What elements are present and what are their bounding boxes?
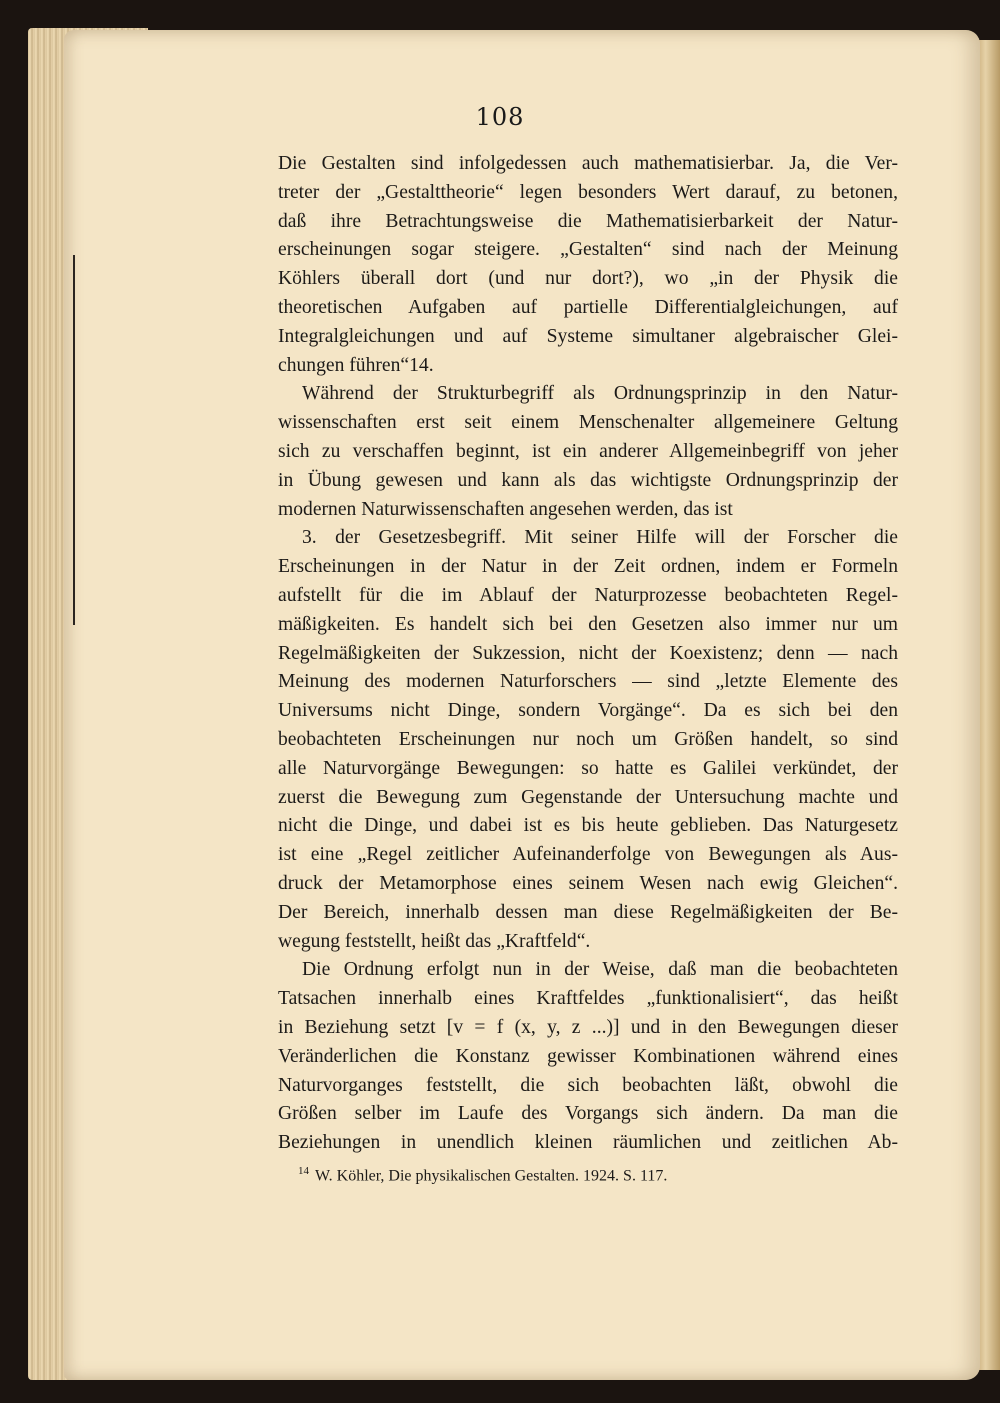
bookmark-ribbon [73,255,75,625]
page-number: 108 [475,103,525,131]
text-line: Der Bereich, innerhalb dessen man diese Regelmäßigkeiten der Be- [278,901,898,923]
body-text [278,150,898,1158]
text-line: theoretischen Aufgaben auf partielle Differentialgleichungen, auf [278,296,898,318]
text-line: Die Ordnung erfolgt nun in der Weise, daß man die beobachteten [302,959,898,981]
text-line: Die Gestalten sind infolgedessen auch mathematisierbar. Ja, die Ver- [278,153,898,174]
text-line: zuerst die Bewegung zum Gegenstande der Untersuchung machte und [278,786,898,808]
text-line: chungen führen“14. [278,354,434,376]
text-line: 3. der Gesetzesbegriff. Mit seiner Hilfe will der Forscher die [302,527,898,549]
text-line: Größen selber im Laufe des Vorgangs sich ändern. Da man die [278,1103,898,1125]
text-line: druck der Metamorphose eines seinem Wesen nach ewig Gleichen“. [278,872,898,894]
text-line: Köhlers überall dort (und nur dort?), wo „in der Physik die [278,268,898,290]
text-line: wissenschaften erst seit einem Menschenalter allgemeinere Geltung [278,412,898,434]
text-line: Während der Strukturbegriff als Ordnungsprinzip in den Natur- [302,383,898,405]
text-line: erscheinungen sogar steigere. „Gestalten“ sind nach der Meinung [278,239,898,261]
text-line: beobachteten Erscheinungen nur noch um Größen handelt, so sind [278,728,898,750]
text-line: alle Naturvorgänge Bewegungen: so hatte es Galilei verkündet, der [278,757,898,779]
text-line: ist eine „Regel zeitlicher Aufeinanderfolge von Bewegungen als Aus- [278,844,898,866]
text-line: Tatsachen innerhalb eines Kraftfeldes „funktionalisiert“, das heißt [278,988,898,1010]
text-line: Regelmäßigkeiten der Sukzession, nicht der Koexistenz; denn — nach [278,642,898,664]
text-line: treter der „Gestalttheorie“ legen besonders Wert darauf, zu betonen, [278,181,898,203]
text-line: in Beziehung setzt [v = f (x, y, z ...)] und in den Bewegungen dieser [278,1016,898,1038]
text-line: in Übung gewesen und kann als das wichtigste Ordnungsprinzip der [278,469,898,491]
text-line: nicht die Dinge, und dabei ist es bis heute geblieben. Das Naturgesetz [278,815,898,837]
text-line: Integralgleichungen und auf Systeme simultaner algebraischer Glei- [278,325,898,347]
text-line: wegung feststellt, heißt das „Kraftfeld“. [278,930,591,952]
text-line: Beziehungen in unendlich kleinen räumlichen und zeitlichen Ab- [278,1132,898,1154]
text-line: Meinung des modernen Naturforschers — sind „letzte Elemente des [278,671,898,693]
text-line: Naturvorganges feststellt, die sich beobachten läßt, obwohl die [278,1074,898,1096]
text-line: Erscheinungen in der Natur in der Zeit ordnen, indem er Formeln [278,556,898,578]
text-line: Veränderlichen die Konstanz gewisser Kombinationen während eines [278,1045,898,1067]
text-line: Universums nicht Dinge, sondern Vorgänge“. Da es sich bei den [278,700,898,722]
text-line: sich zu verschaffen beginnt, ist ein anderer Allgemeinbegriff von jeher [278,440,898,462]
text-line: daß ihre Betrachtungsweise die Mathematisierbarkeit der Natur- [278,210,898,232]
text-line: mäßigkeiten. Es handelt sich bei den Gesetzen also immer nur um [278,613,898,635]
footnote [298,1165,898,1185]
footnote-text: W. Köhler, Die physikalischen Gestalten. 1924. S. 117. [315,1167,668,1185]
text-line: aufstellt für die im Ablauf der Naturprozesse beobachteten Regel- [278,584,898,606]
text-line: modernen Naturwissenschaften angesehen werden, das ist [278,498,733,520]
footnote-mark: 14 [298,1165,309,1177]
